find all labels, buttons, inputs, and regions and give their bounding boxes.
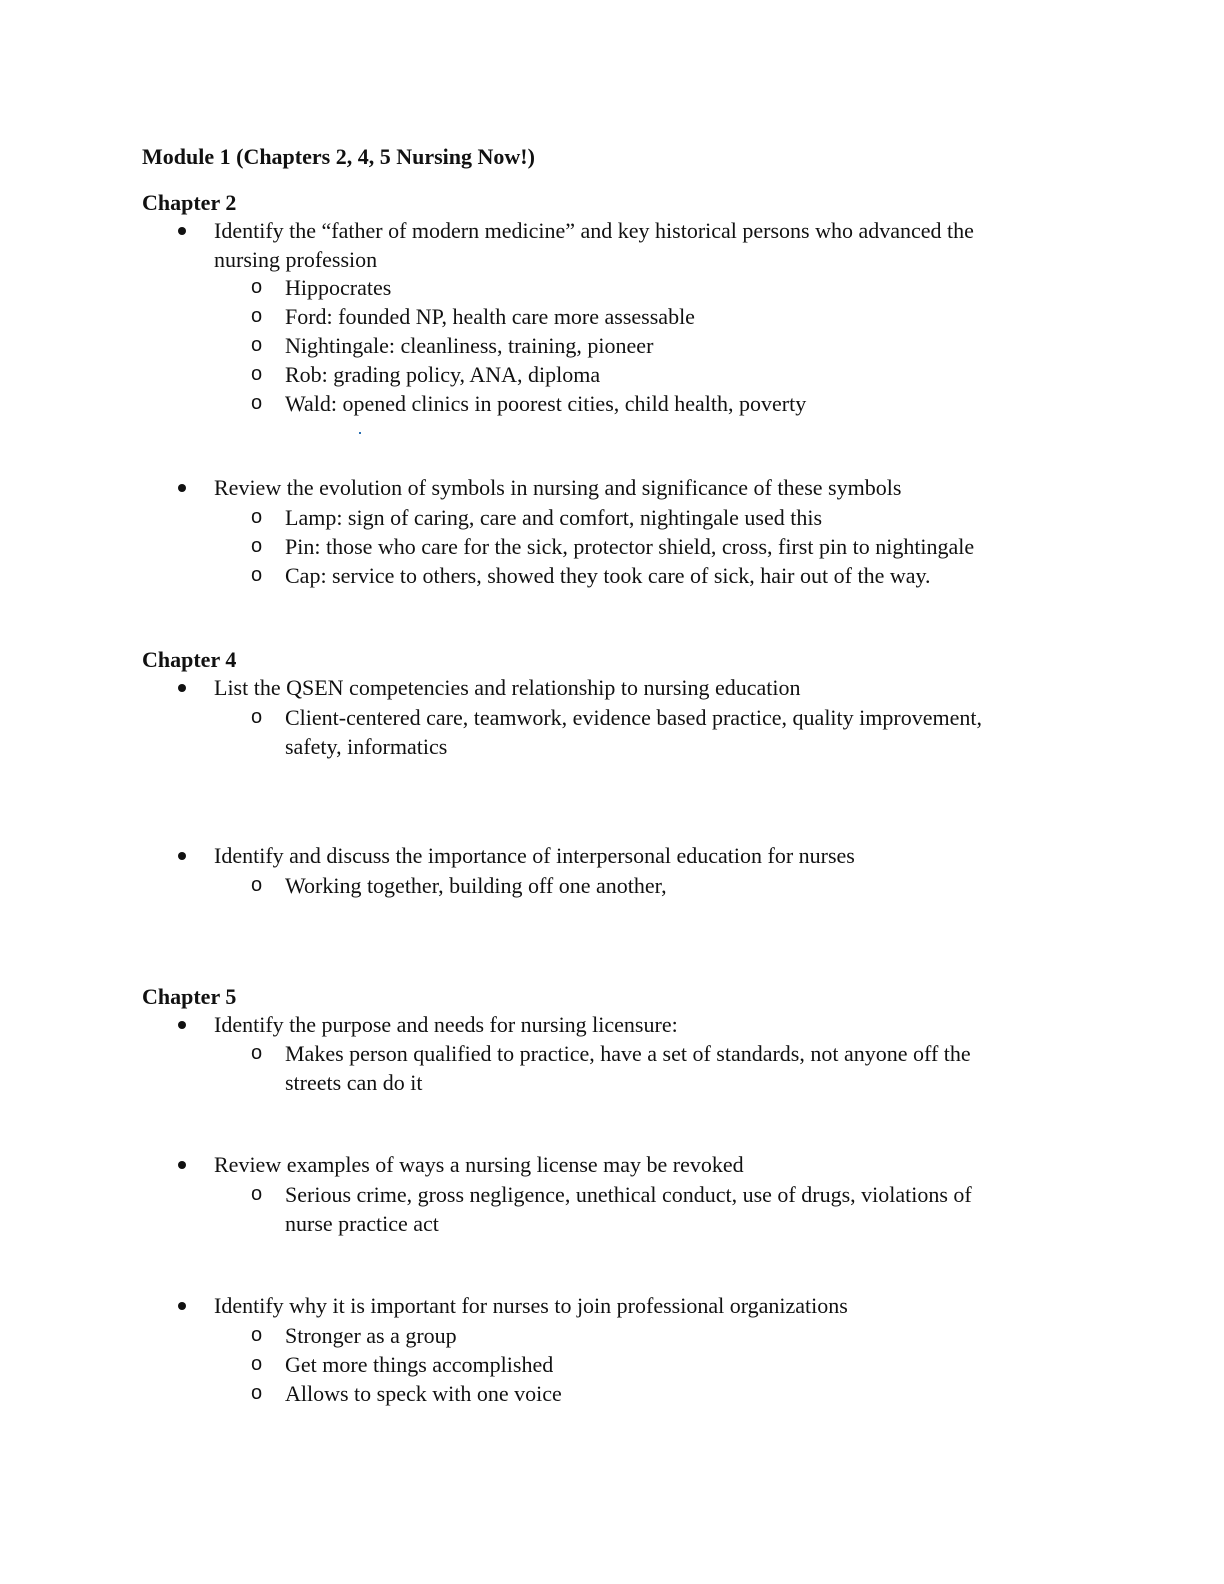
subitem-text: Rob: grading policy, ANA, diploma [285,362,601,387]
subitem-text: Nightingale: cleanliness, training, pioneer [285,333,654,358]
circle-bullet-icon: o [251,506,263,528]
item-text: List the QSEN competencies and relationship to nursing education [214,675,801,700]
subitem-text: nurse practice act [285,1211,439,1236]
circle-bullet-icon: o [251,874,263,896]
bullet-icon [178,1021,186,1029]
bullet-icon [178,852,186,860]
item-text: Identify the purpose and needs for nursing licensure: [214,1012,678,1037]
circle-bullet-icon: o [251,564,263,586]
bullet-icon [178,227,186,235]
bullet-icon [178,1161,186,1169]
subitem-text: Wald: opened clinics in poorest cities, child health, poverty [285,391,807,416]
circle-bullet-icon: o [251,1183,263,1205]
circle-bullet-icon: o [251,276,263,298]
circle-bullet-icon: o [251,1353,263,1375]
subitem-text: Pin: those who care for the sick, protector shield, cross, first pin to nightingale [285,534,975,559]
subitem-text: Working together, building off one another, [285,873,667,898]
subitem-text: Allows to speck with one voice [285,1381,562,1406]
chapter-heading: Chapter 5 [142,984,237,1009]
item-text: Identify why it is important for nurses to join professional organizations [214,1293,848,1318]
stray-mark [359,432,361,434]
subitem-text: Get more things accomplished [285,1352,554,1377]
subitem-text: streets can do it [285,1070,423,1095]
chapter-heading: Chapter 4 [142,647,237,672]
subitem-text: safety, informatics [285,734,448,759]
subitem-text: Stronger as a group [285,1323,457,1348]
bullet-icon [178,484,186,492]
circle-bullet-icon: o [251,1042,263,1064]
item-text: nursing profession [214,247,378,272]
bullet-icon [178,1302,186,1310]
bullet-icon [178,684,186,692]
subitem-text: Serious crime, gross negligence, unethical conduct, use of drugs, violations of [285,1182,972,1207]
circle-bullet-icon: o [251,535,263,557]
circle-bullet-icon: o [251,1324,263,1346]
circle-bullet-icon: o [251,305,263,327]
circle-bullet-icon: o [251,706,263,728]
subitem-text: Hippocrates [285,275,392,300]
document-title: Module 1 (Chapters 2, 4, 5 Nursing Now!) [142,144,535,169]
circle-bullet-icon: o [251,392,263,414]
subitem-text: Ford: founded NP, health care more assessable [285,304,695,329]
subitem-text: Lamp: sign of caring, care and comfort, nightingale used this [285,505,823,530]
item-text: Review the evolution of symbols in nursing and significance of these symbols [214,475,902,500]
subitem-text: Makes person qualified to practice, have a set of standards, not anyone off the [285,1041,971,1066]
item-text: Review examples of ways a nursing license may be revoked [214,1152,744,1177]
item-text: Identify and discuss the importance of interpersonal education for nurses [214,843,855,868]
subitem-text: Cap: service to others, showed they took care of sick, hair out of the way. [285,563,931,588]
chapter-heading: Chapter 2 [142,190,237,215]
circle-bullet-icon: o [251,334,263,356]
circle-bullet-icon: o [251,363,263,385]
subitem-text: Client-centered care, teamwork, evidence based practice, quality improvement, [285,705,982,730]
circle-bullet-icon: o [251,1382,263,1404]
item-text: Identify the “father of modern medicine” and key historical persons who advanced the [214,218,974,243]
